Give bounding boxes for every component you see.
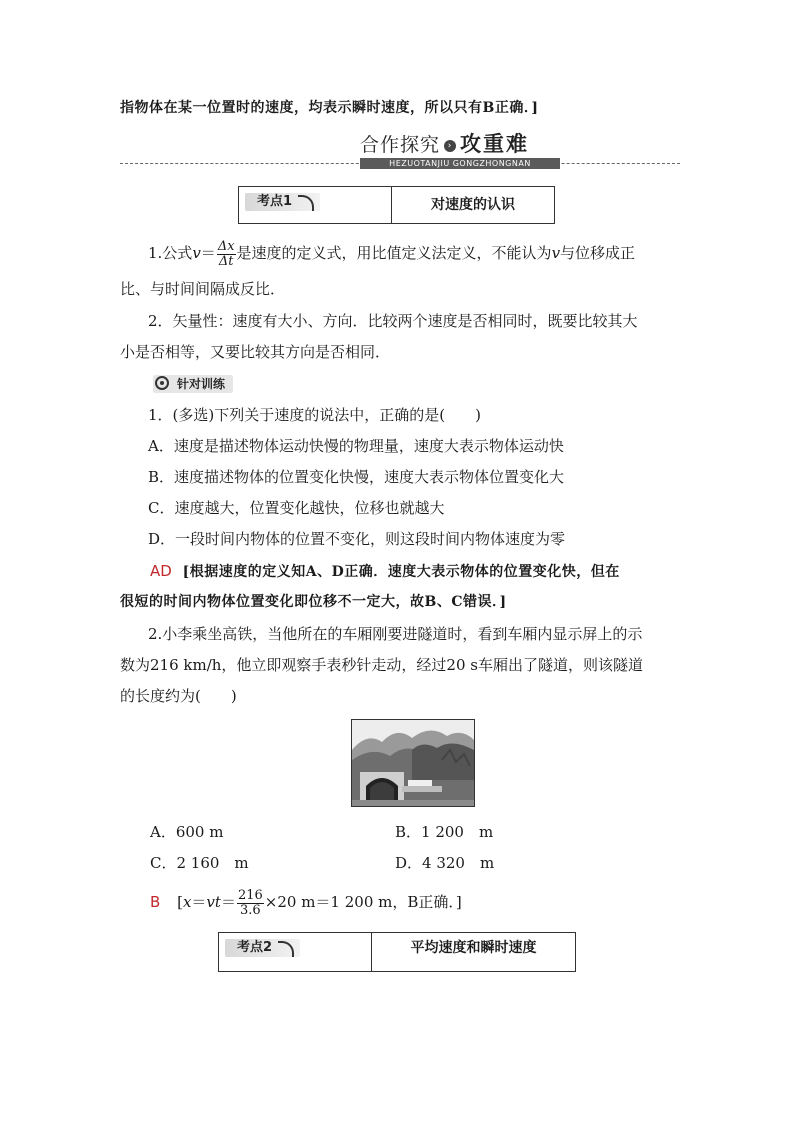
topic-title: 对速度的认识: [431, 197, 515, 213]
section-banner: [360, 128, 529, 158]
text: [: [177, 893, 183, 911]
denominator: Δt: [218, 253, 234, 269]
practice-label: 针对训练: [177, 377, 226, 391]
vector-paragraph: 2．矢量性：速度有大小、方向．比较两个速度是否相同时，既要比较其大: [148, 312, 638, 330]
definition-paragraph-cont: 比、与时间间隔成反比．: [120, 280, 286, 298]
arrow-right-icon: ›: [444, 140, 456, 152]
banner-title-b: 攻重难: [460, 132, 530, 156]
equals: ＝: [220, 893, 236, 911]
equals: ＝: [200, 244, 216, 262]
tunnel-photo: [351, 719, 475, 807]
var-vt: vt: [206, 893, 221, 911]
question-2-stem-end: 的长度约为( ): [120, 687, 237, 705]
vector-paragraph-cont: 小是否相等，又要比较其方向是否相同．: [120, 343, 391, 361]
var-v: v: [192, 244, 201, 262]
topic-box-2: [218, 932, 576, 972]
question-1-option-c: C．速度越大，位置变化越快，位移也就越大: [148, 499, 445, 517]
topic-label-cell: [239, 187, 392, 223]
fraction-216-3-6: [237, 889, 264, 918]
question-2-stem-cont: 数为216 km/h，他立即观察手表秒针走动，经过20 s车厢出了隧道，则该隧道: [120, 656, 643, 674]
topic-box-1: [238, 186, 555, 224]
question-1-stem: 1．(多选)下列关于速度的说法中，正确的是( ): [148, 406, 481, 424]
numerator: 216: [237, 887, 263, 903]
question-2-option-c: C．2 160 m: [150, 854, 249, 872]
topic-title: 平均速度和瞬时速度: [410, 940, 537, 956]
question-2-option-b: B．1 200 m: [395, 823, 494, 841]
continuation-text: 指物体在某一位置时的速度，均表示瞬时速度，所以只有B正确．]: [120, 100, 539, 116]
practice-tag: [153, 375, 233, 393]
topic-label-cell: [219, 933, 372, 971]
question-1-answer-line: [150, 561, 620, 582]
question-1-option-b: B．速度描述物体的位置变化快慢，速度大表示物体位置变化大: [148, 468, 565, 486]
text: ×20 m＝1 200 m，B正确．]: [264, 893, 462, 911]
question-2-option-a: A．600 m: [150, 823, 224, 841]
var-x: x: [182, 893, 192, 911]
banner-title-a: 合作探究: [360, 134, 441, 156]
definition-paragraph: [148, 236, 635, 270]
var-v: v: [551, 244, 561, 262]
tunnel-illustration: [352, 720, 474, 806]
explanation-cont: 很短的时间内物体位置变化即位移不一定大，故B、C错误．]: [120, 594, 507, 610]
question-1-option-d: D．一段时间内物体的位置不变化，则这段时间内物体速度为零: [148, 530, 566, 548]
topic-label: 考点1: [245, 193, 320, 211]
target-icon: [155, 376, 169, 390]
equals: ＝: [191, 893, 207, 911]
question-1-option-a: A．速度是描述物体运动快慢的物理量，速度大表示物体运动快: [148, 437, 564, 455]
question-2-solution: [150, 884, 462, 920]
explanation: [根据速度的定义知A、D正确．速度大表示物体的位置变化快，但在: [182, 564, 620, 580]
question-2-stem: 2.小李乘坐高铁，当他所在的车厢刚要进隧道时，看到车厢内显示屏上的示: [148, 625, 643, 643]
question-2-option-d: D．4 320 m: [395, 854, 495, 872]
fraction-dx-dt: [217, 240, 236, 269]
answer-label: B: [150, 893, 161, 911]
topic-label: 考点2: [225, 939, 300, 957]
text: 是速度的定义式，用比值定义法定义，不能认为: [236, 244, 552, 262]
numerator: Δx: [217, 238, 235, 254]
denominator: 3.6: [240, 902, 261, 918]
text: 1.公式: [148, 244, 193, 262]
answer-label: AD: [150, 562, 172, 580]
banner-subtitle: HEZUOTANJIU GONGZHONGNAN: [360, 158, 560, 169]
text: 与位移成正: [560, 244, 636, 262]
